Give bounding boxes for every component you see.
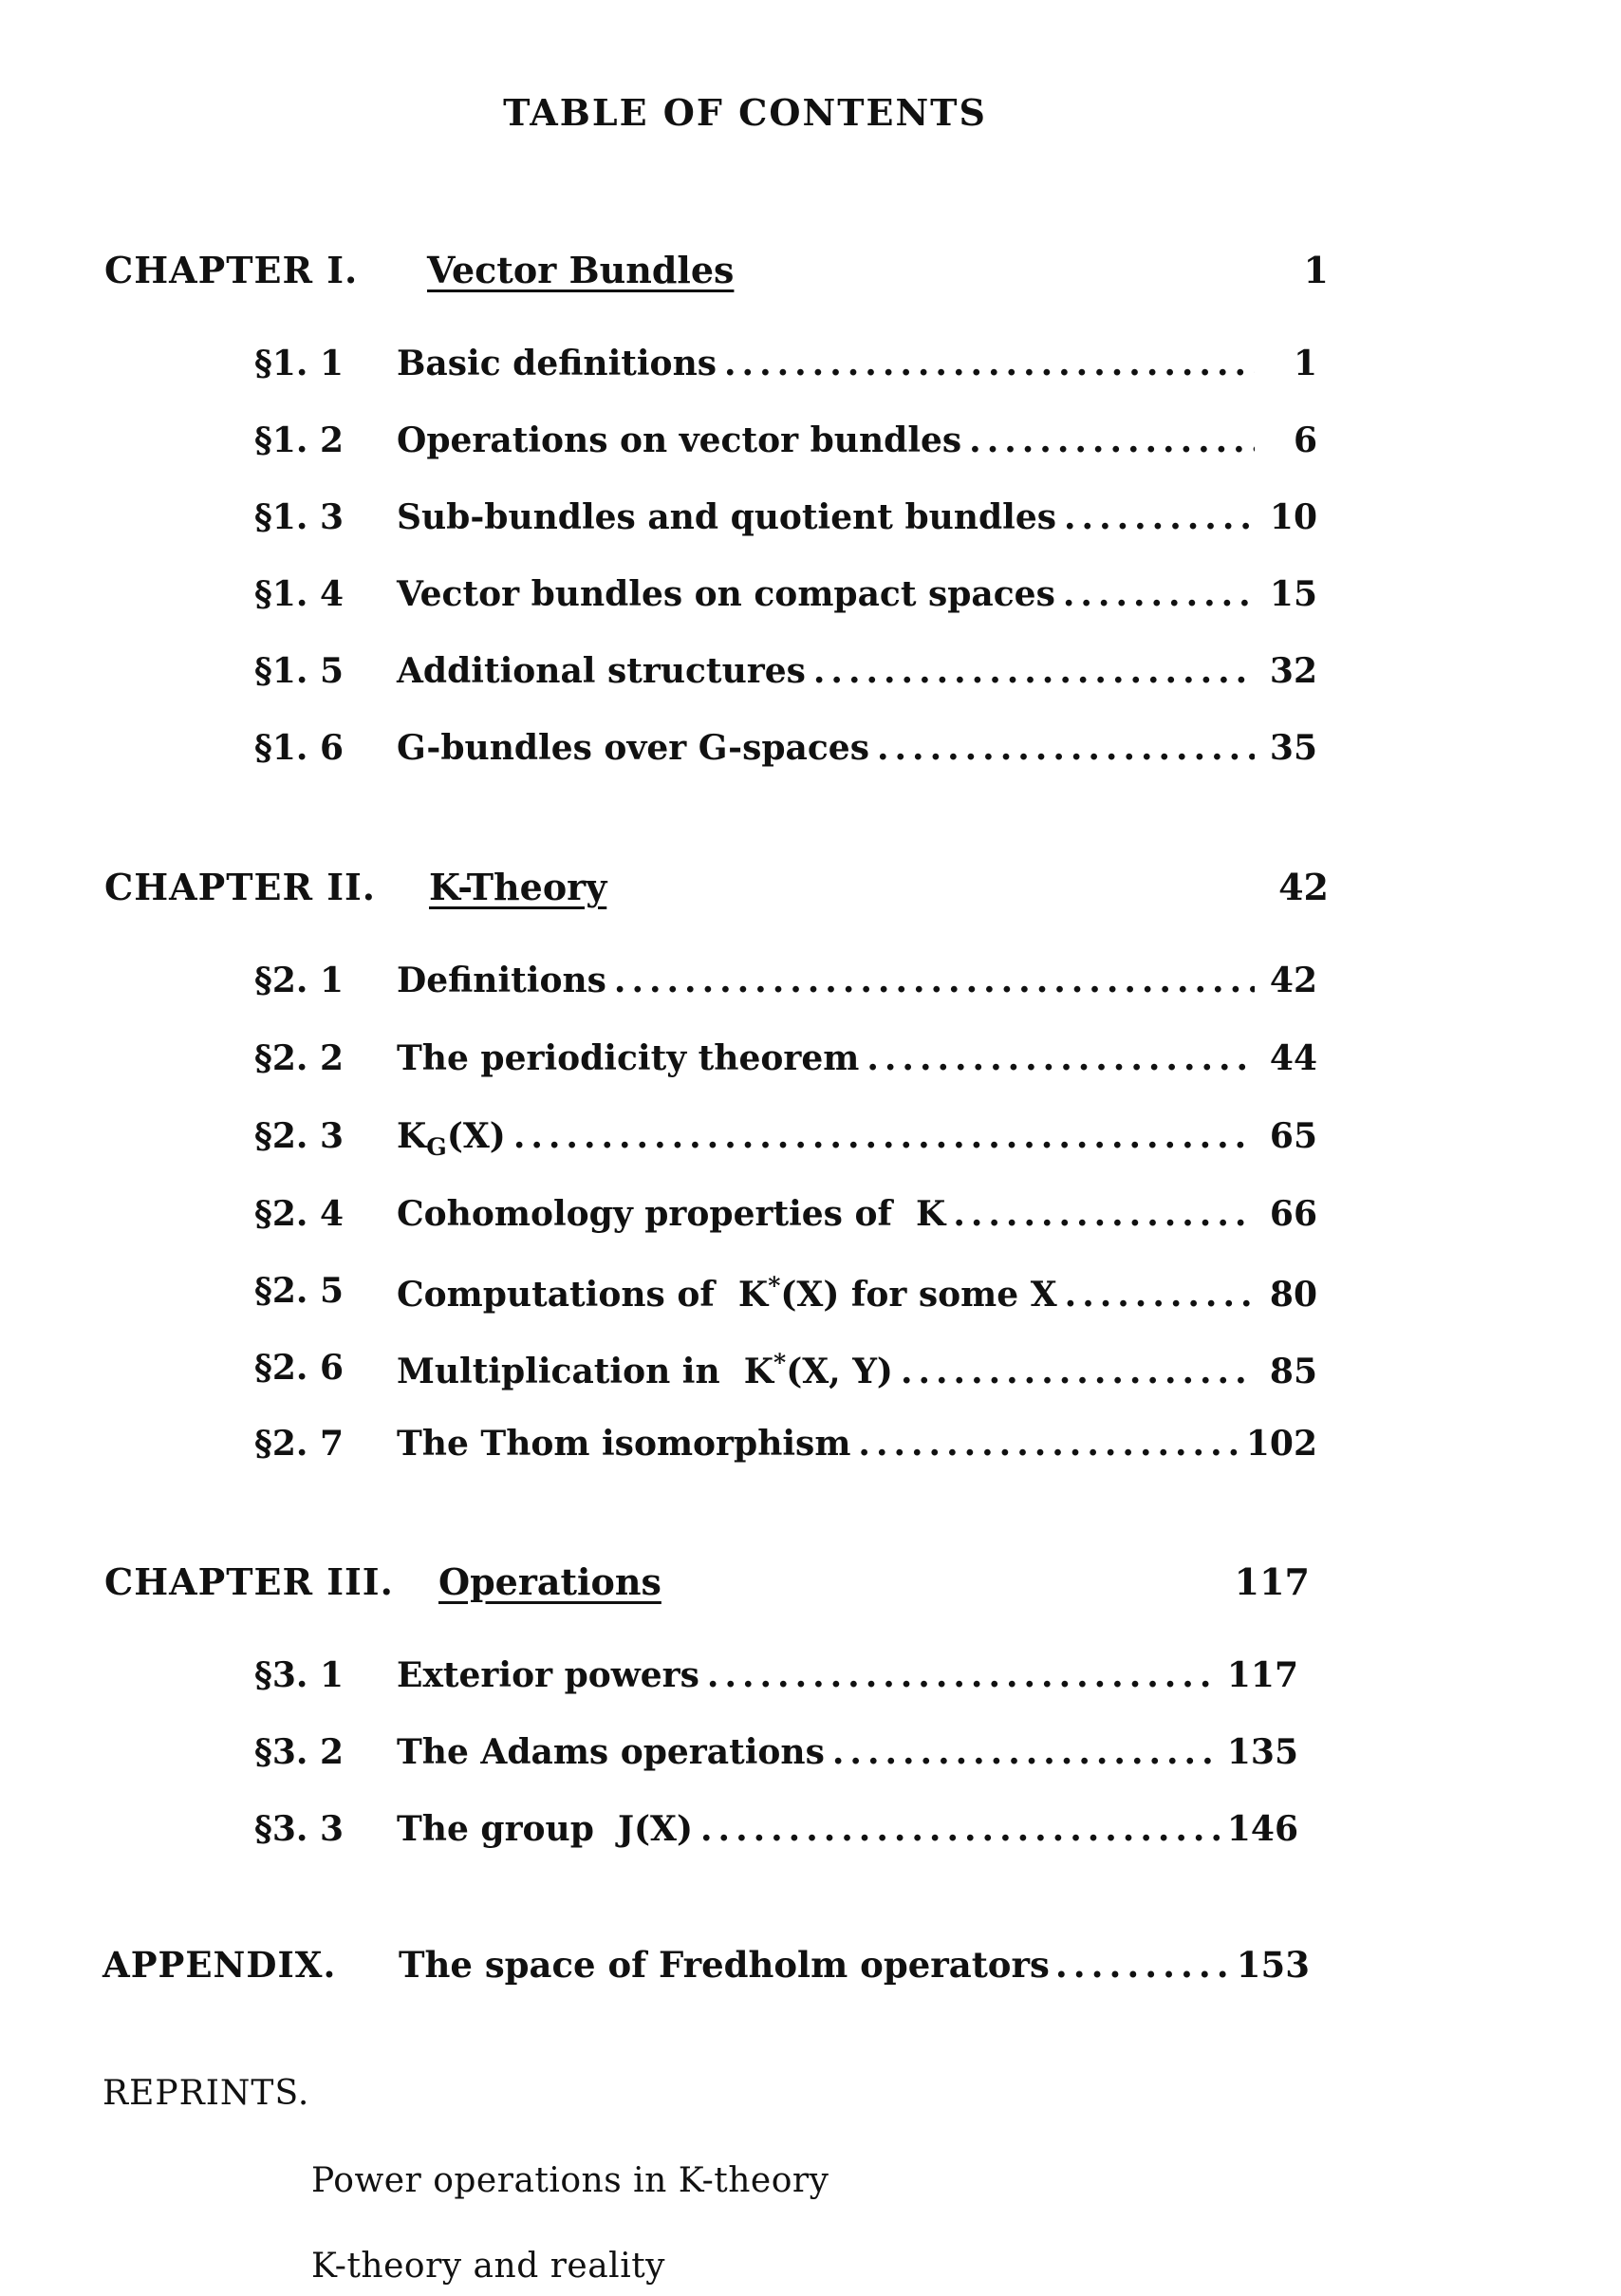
leader-dots	[866, 1038, 1255, 1078]
section-page: 6	[1293, 420, 1317, 460]
star-superscript: *	[768, 1271, 781, 1299]
section-number: §2. 4	[254, 1194, 344, 1234]
section-title: Exterior powers	[397, 1655, 699, 1695]
section-number: §2. 1	[254, 961, 344, 1000]
section-number: §2. 5	[254, 1271, 344, 1311]
leader-dots	[707, 1655, 1220, 1695]
section-title: Operations on vector bundles	[397, 420, 962, 460]
section-entry	[254, 1038, 1317, 1088]
section-page: 146	[1226, 1809, 1298, 1849]
section-entry	[254, 1194, 1317, 1243]
section-page: 102	[1245, 1424, 1317, 1464]
section-page: 65	[1269, 1116, 1317, 1156]
section-entry	[254, 728, 1317, 777]
leader-dots	[1065, 1275, 1255, 1315]
section-number: §2. 6	[254, 1348, 344, 1388]
chapter-label: CHAPTER III.	[104, 1560, 394, 1603]
leader-dots	[832, 1732, 1220, 1772]
leader-dots	[614, 961, 1255, 1000]
section-number: §2. 7	[254, 1424, 344, 1464]
leader-dots	[1055, 1944, 1231, 1986]
section-title: The Adams operations	[397, 1732, 825, 1772]
section-number: §1. 2	[254, 420, 344, 460]
leader-dots	[513, 1116, 1255, 1156]
section-page: 35	[1269, 728, 1317, 768]
section-number: §3. 3	[254, 1809, 344, 1849]
leader-dots	[969, 420, 1255, 460]
x-argument: (X)	[446, 1116, 506, 1156]
section-number: §2. 2	[254, 1038, 344, 1078]
leader-dots	[700, 1809, 1220, 1849]
chapter-2-heading	[104, 866, 1329, 923]
chapter-page: 117	[1234, 1560, 1310, 1603]
title-part: (X, Y)	[786, 1352, 893, 1391]
leader-dots	[724, 344, 1255, 383]
section-entry	[254, 1348, 1317, 1397]
star-superscript: *	[773, 1348, 787, 1376]
k-symbol: K	[397, 1116, 427, 1156]
section-number: §1. 5	[254, 651, 344, 691]
leader-dots	[858, 1424, 1238, 1464]
section-entry	[254, 1271, 1317, 1320]
section-title	[397, 1116, 506, 1161]
section-entry	[254, 574, 1317, 624]
chapter-label: CHAPTER I.	[104, 249, 359, 291]
section-title: Cohomology properties of K	[397, 1194, 946, 1234]
section-title: Basic definitions	[397, 344, 717, 383]
leader-dots	[813, 651, 1255, 691]
section-title: Definitions	[397, 961, 606, 1000]
leader-dots	[877, 728, 1255, 768]
section-number: §3. 1	[254, 1655, 344, 1695]
g-subscript: G	[426, 1132, 447, 1162]
appendix-entry	[102, 1944, 1310, 1997]
section-number: §1. 1	[254, 344, 344, 383]
section-title: Vector bundles on compact spaces	[397, 574, 1055, 614]
section-entry	[254, 344, 1317, 393]
chapter-title: Operations	[438, 1560, 661, 1603]
reprint-item: Power operations in K-theory	[311, 2161, 829, 2200]
section-number: §3. 2	[254, 1732, 344, 1772]
section-title	[397, 1348, 893, 1391]
section-entry	[254, 1116, 1317, 1166]
section-entry	[254, 1732, 1317, 1782]
appendix-page: 153	[1236, 1944, 1310, 1986]
section-title: Additional structures	[397, 651, 806, 691]
section-title: Sub-bundles and quotient bundles	[397, 497, 1057, 537]
section-page: 10	[1269, 497, 1317, 537]
section-entry	[254, 961, 1317, 1010]
title-part: Multiplication in K	[397, 1352, 774, 1391]
section-page: 1	[1293, 344, 1317, 383]
chapter-label: CHAPTER II.	[104, 866, 377, 908]
section-number: §1. 3	[254, 497, 344, 537]
section-entry	[254, 497, 1317, 547]
appendix-title: The space of Fredholm operators	[399, 1944, 1050, 1986]
section-title: G-bundles over G-spaces	[397, 728, 869, 768]
section-title	[397, 1271, 1057, 1315]
section-title: The group J(X)	[397, 1809, 693, 1849]
section-title: The periodicity theorem	[397, 1038, 860, 1078]
section-page: 15	[1269, 574, 1317, 614]
chapter-page: 1	[1303, 249, 1329, 291]
page-title: TABLE OF CONTENTS	[503, 91, 987, 134]
leader-dots	[1064, 497, 1255, 537]
leader-dots	[953, 1194, 1255, 1234]
leader-dots	[1063, 574, 1255, 614]
reprints-label: REPRINTS.	[102, 2074, 310, 2113]
section-page: 117	[1226, 1655, 1298, 1695]
reprint-item: K-theory and reality	[311, 2247, 666, 2286]
section-number: §1. 4	[254, 574, 344, 614]
leader-dots	[901, 1352, 1255, 1391]
chapter-title: Vector Bundles	[427, 249, 735, 291]
title-part: Computations of K	[397, 1275, 769, 1315]
section-number: §2. 3	[254, 1116, 344, 1156]
section-page: 66	[1269, 1194, 1317, 1234]
section-page: 135	[1226, 1732, 1298, 1772]
section-number: §1. 6	[254, 728, 344, 768]
section-page: 44	[1269, 1038, 1317, 1078]
title-part: (X) for some X	[780, 1275, 1057, 1315]
chapter-title: K-Theory	[429, 866, 607, 908]
section-page: 85	[1269, 1352, 1317, 1391]
section-entry	[254, 420, 1317, 470]
section-entry	[254, 1424, 1317, 1473]
section-title: The Thom isomorphism	[397, 1424, 851, 1464]
section-page: 80	[1269, 1275, 1317, 1315]
section-entry	[254, 1655, 1317, 1705]
section-page: 32	[1269, 651, 1317, 691]
chapter-3-heading	[104, 1560, 1329, 1617]
appendix-label: APPENDIX.	[102, 1944, 337, 1986]
chapter-1-heading	[104, 249, 1329, 306]
section-page: 42	[1269, 961, 1317, 1000]
section-entry	[254, 651, 1317, 700]
chapter-page: 42	[1278, 866, 1329, 908]
section-entry	[254, 1809, 1317, 1858]
